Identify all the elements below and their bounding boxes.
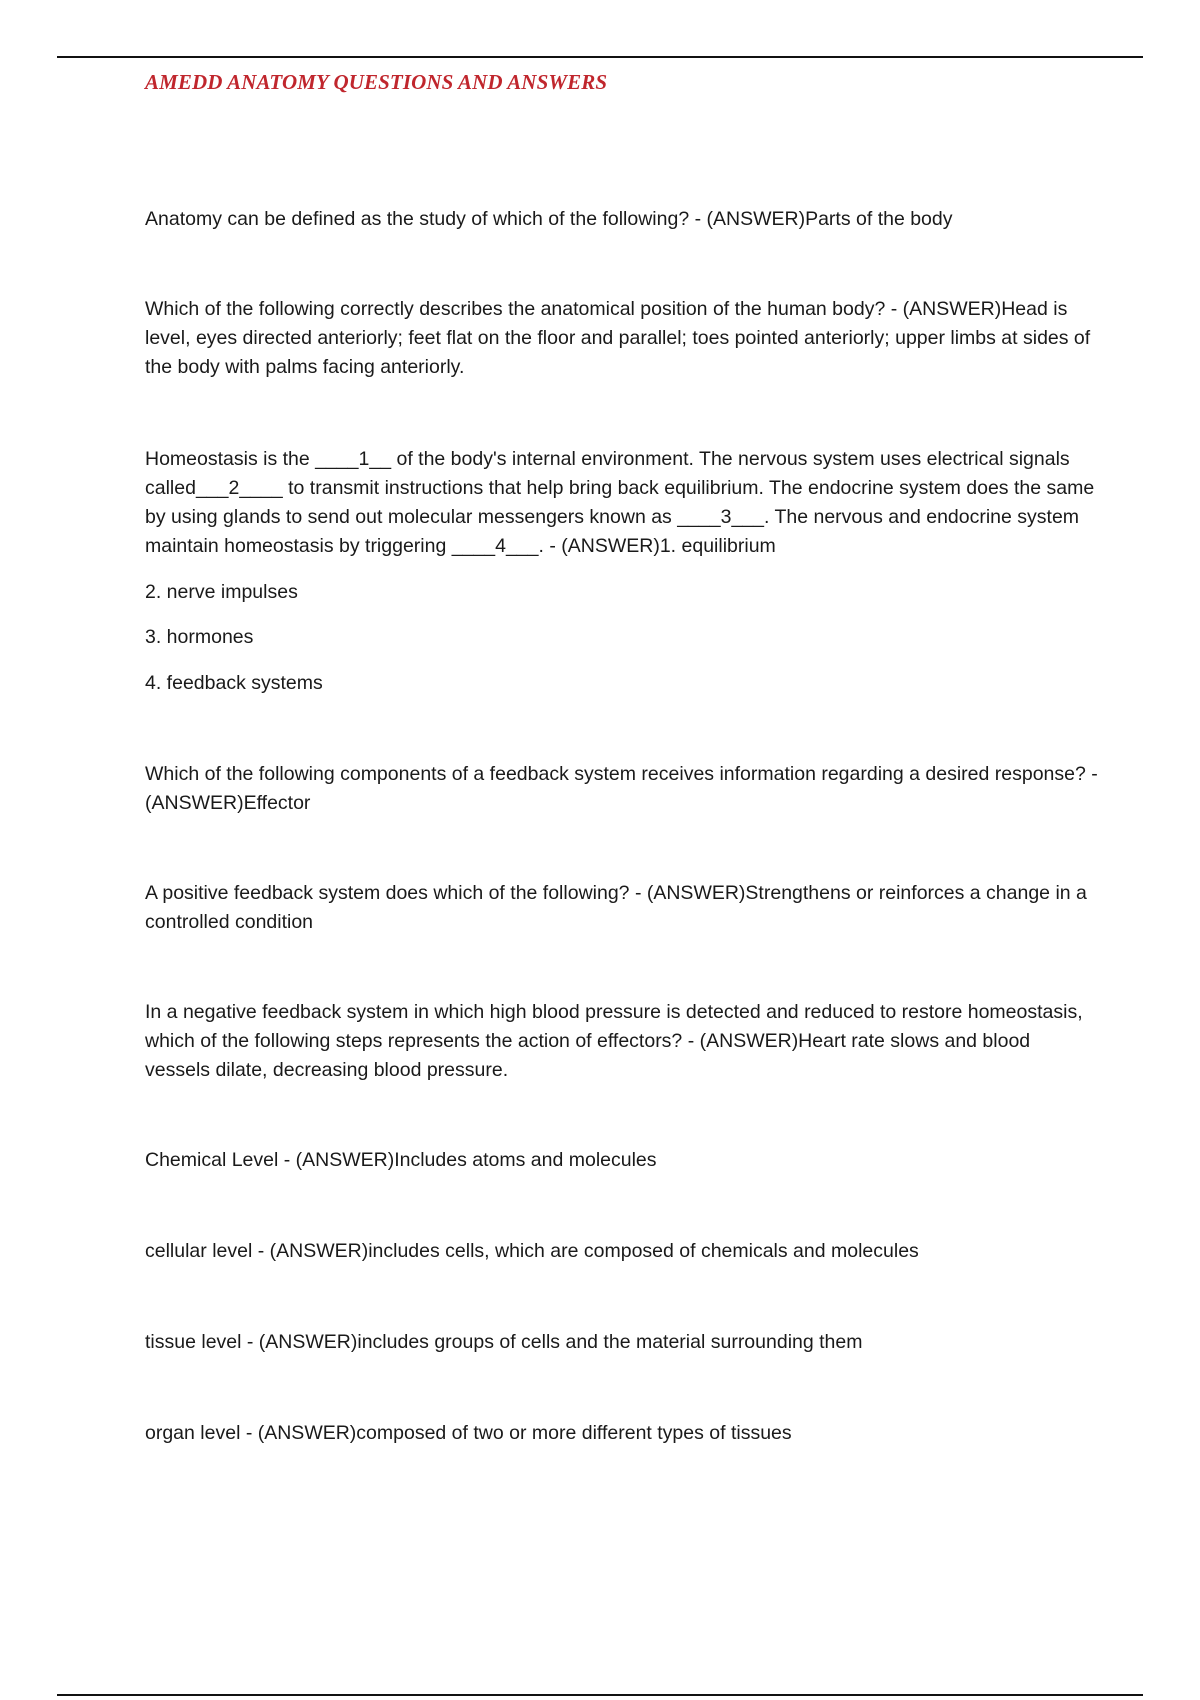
answer-line-4: 4. feedback systems <box>145 672 323 694</box>
question-1: Anatomy can be defined as the study of which of the following? - (ANSWER)Parts of the body <box>145 208 953 230</box>
bottom-rule <box>57 1694 1143 1696</box>
question-2: Which of the following correctly describes the anatomical position of the human body? - (ANSWER)Head is level, eyes directed anteriorly; feet flat on the floor and parallel; toes pointed anteriorly; upper limbs at sides of the body with palms facing anteriorly. <box>145 298 1091 378</box>
page-title: AMEDD ANATOMY QUESTIONS AND ANSWERS <box>145 70 608 94</box>
answer-line-3: 3. hormones <box>145 626 254 648</box>
question-10: organ level - (ANSWER)composed of two or more different types of tissues <box>145 1422 792 1444</box>
question-3: Homeostasis is the ____1__ of the body's internal environment. The nervous system uses electrical signals called___2____ to transmit instructions that help bring back equilibrium. The endocrine system does the same by using glands to send out molecular messengers known as ____3___. The nervous and endocrine system maintain homeostasis by triggering ____4___. - (ANSWER)1. equilibrium <box>145 448 1095 557</box>
question-6: In a negative feedback system in which high blood pressure is detected and reduced to restore homeostasis, which of the following steps represents the action of effectors? - (ANSWER)Heart rate slows and blood vessels dilate, decreasing blood pressure. <box>145 1001 1083 1081</box>
question-7: Chemical Level - (ANSWER)Includes atoms and molecules <box>145 1149 657 1171</box>
question-4: Which of the following components of a feedback system receives information regarding a desired response? - (ANSWER)Effector <box>145 763 1098 814</box>
answer-line-2: 2. nerve impulses <box>145 581 298 603</box>
top-rule <box>57 56 1143 58</box>
question-8: cellular level - (ANSWER)includes cells, which are composed of chemicals and molecules <box>145 1240 919 1262</box>
question-5: A positive feedback system does which of the following? - (ANSWER)Strengthens or reinforces a change in a controlled condition <box>145 882 1087 933</box>
question-9: tissue level - (ANSWER)includes groups of cells and the material surrounding them <box>145 1331 863 1353</box>
